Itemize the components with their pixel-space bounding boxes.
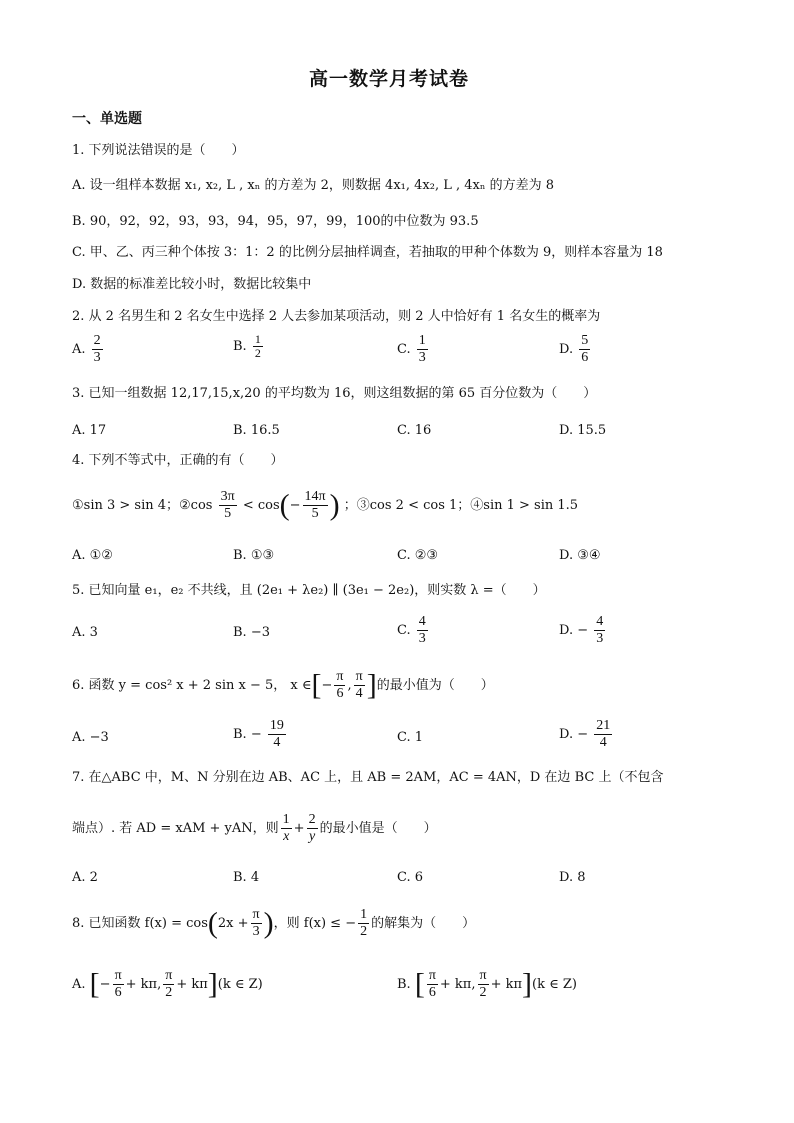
- stem-text: 2x +: [217, 916, 249, 931]
- denominator: 5: [311, 506, 319, 521]
- section-heading: 一、单选题: [72, 111, 142, 127]
- denominator: 6: [581, 350, 589, 365]
- option-b: B. −3: [233, 625, 270, 640]
- option-c: C. 1: [397, 730, 424, 745]
- option-a: A. ①②: [72, 548, 113, 563]
- question-stem: 4. 下列不等式中，正确的有（ ）: [72, 453, 284, 468]
- option-label: C.: [397, 623, 411, 638]
- option-label: B.: [233, 339, 247, 354]
- question-stem: 1. 下列说法错误的是（ ）: [72, 143, 245, 158]
- question-stem: 6. 函数 y = cos² x + 2 sin x − 5， x ∈[− $\frac{\pi}{6}$ , $\frac{\pi}{4}$ ]的最小值为（ ）: [72, 668, 494, 702]
- denominator: 3: [418, 350, 426, 365]
- stem-text: 的最小值是（ ）: [319, 821, 437, 836]
- denominator: 3: [93, 350, 101, 365]
- option-c: C. 甲、乙、丙三种个体按 3：1：2 的比例分层抽样调查，若抽取的甲种个体数为 9，则样本容量为 18: [72, 245, 663, 260]
- denominator: 2: [360, 924, 368, 939]
- option-b: B. ①③: [233, 548, 275, 563]
- term-text: + kπ,: [439, 977, 476, 992]
- option-c: [397, 333, 430, 366]
- option-d: D. 15.5: [559, 423, 607, 438]
- stem-text: 6. 函数 y = cos² x + 2 sin x − 5， x ∈: [72, 678, 312, 693]
- question-stem: [72, 906, 475, 942]
- fraction: [92, 333, 103, 366]
- right-paren: ): [329, 488, 340, 522]
- fraction: [334, 669, 345, 702]
- term-text: + kπ,: [125, 977, 162, 992]
- numerator: 19: [269, 718, 284, 733]
- denominator: 4: [599, 735, 607, 750]
- option-a: A. −3: [72, 730, 109, 745]
- denominator: 4: [355, 686, 363, 701]
- fraction: [268, 718, 286, 751]
- minus-sign: −: [99, 977, 111, 992]
- denominator: 6: [114, 985, 122, 1000]
- numerator: 2: [308, 812, 316, 827]
- denominator: 4: [273, 735, 281, 750]
- option-a: [72, 966, 263, 1004]
- fraction: [354, 669, 365, 702]
- option-b: B. 16.5: [233, 423, 280, 438]
- fraction: [358, 907, 369, 940]
- numerator: 1: [282, 812, 290, 827]
- numerator: 4: [596, 614, 604, 629]
- left-bracket: [: [311, 668, 322, 702]
- inequality-list: [72, 488, 578, 524]
- right-bracket: ]: [522, 967, 533, 1001]
- numerator: 4: [418, 614, 426, 629]
- numerator: 1: [418, 333, 426, 348]
- numerator: π: [114, 968, 122, 983]
- domain-note: (k ∈ Z): [532, 977, 577, 992]
- question-stem-line2: [72, 811, 437, 847]
- option-b: [233, 333, 265, 360]
- fraction: [579, 333, 590, 366]
- option-c: C. ②③: [397, 548, 439, 563]
- question-stem: 2. 从 2 名男生和 2 名女生中选择 2 人去参加某项活动，则 2 人中恰好有 1 名女生的概率为: [72, 309, 601, 324]
- fraction: [427, 968, 438, 1001]
- option-b: [233, 718, 288, 751]
- right-bracket: ]: [366, 668, 377, 702]
- inequality-text: < cos: [242, 498, 280, 513]
- fraction: [594, 614, 605, 647]
- option-b: B. 4: [233, 870, 260, 885]
- option-a: [72, 333, 105, 366]
- fraction: [594, 718, 612, 751]
- fraction: [219, 489, 237, 522]
- option-label: D.: [559, 342, 574, 357]
- option-a: A. 2: [72, 870, 98, 885]
- option-a: A. 设一组样本数据 x₁, x₂, L , xₙ 的方差为 2，则数据 4x₁, 4x₂, L , 4xₙ 的方差为 8: [72, 178, 555, 193]
- plus-sign: +: [293, 821, 305, 836]
- denominator: 6: [336, 686, 344, 701]
- stem-text: 端点）. 若 AD = xAM + yAN，则: [72, 821, 279, 836]
- denominator: 3: [418, 631, 426, 646]
- minus-sign: −: [289, 498, 301, 513]
- term-text: + kπ: [490, 977, 523, 992]
- fraction: [163, 968, 174, 1001]
- fraction: [307, 812, 318, 845]
- page-title: 高一数学月考试卷: [309, 68, 470, 90]
- numerator: π: [428, 968, 436, 983]
- question-stem-line1: 7. 在△ABC 中，M、N 分别在边 AB、AC 上，且 AB = 2AM，AC = 4AN，D 在边 BC 上（不包含: [72, 770, 664, 785]
- numerator: 1: [360, 907, 368, 922]
- numerator: 1: [254, 332, 261, 346]
- numerator: 5: [581, 333, 589, 348]
- denominator: 2: [165, 985, 173, 1000]
- numerator: π: [355, 669, 363, 684]
- inequality-text: ①sin 3 > sin 4；②cos: [72, 498, 213, 513]
- option-label: A.: [72, 977, 86, 992]
- left-paren: (: [279, 488, 290, 522]
- fraction: [417, 614, 428, 647]
- term-text: + kπ: [176, 977, 208, 992]
- denominator: x: [283, 829, 290, 844]
- numerator: 14π: [304, 489, 326, 504]
- option-d: D. 8: [559, 870, 586, 885]
- numerator: 21: [596, 718, 611, 733]
- minus-sign: −: [321, 678, 333, 693]
- option-d: [559, 614, 607, 647]
- fraction: [253, 333, 263, 360]
- denominator: 5: [224, 506, 232, 521]
- denominator: 2: [479, 985, 487, 1000]
- option-label: B.: [397, 977, 411, 992]
- stem-text: 的解集为（ ）: [371, 916, 476, 931]
- option-d: [559, 718, 614, 751]
- right-bracket: ]: [207, 967, 218, 1001]
- option-d: D. 数据的标准差比较小时，数据比较集中: [72, 277, 312, 292]
- question-stem: 5. 已知向量 e₁，e₂ 不共线，且 (2e₁ + λe₂) ∥ (3e₁ − 2e₂)，则实数 λ =（ ）: [72, 583, 546, 598]
- stem-text: 的最小值为（ ）: [376, 678, 494, 693]
- denominator: 6: [428, 985, 436, 1000]
- option-b: B. 90，92，92，93，93，94，95，97，99，100的中位数为 93.5: [72, 214, 479, 229]
- option-label: A.: [72, 342, 86, 357]
- numerator: 3π: [220, 489, 235, 504]
- denominator: y: [308, 829, 316, 844]
- left-paren: (: [207, 906, 218, 940]
- option-c: C. 6: [397, 870, 424, 885]
- denominator: 3: [596, 631, 604, 646]
- numerator: π: [479, 968, 487, 983]
- stem-text: 8. 已知函数 f(x) = cos: [72, 916, 208, 931]
- fraction: [113, 968, 124, 1001]
- right-paren: ): [263, 906, 274, 940]
- option-d: D. ③④: [559, 548, 601, 563]
- option-c: [397, 614, 430, 647]
- fraction: [303, 489, 328, 522]
- option-label: D. −: [559, 623, 589, 638]
- fraction: [478, 968, 489, 1001]
- numerator: π: [336, 669, 344, 684]
- numerator: π: [165, 968, 173, 983]
- question-stem: 3. 已知一组数据 12,17,15,x,20 的平均数为 16，则这组数据的第 65 百分位数为（ ）: [72, 386, 597, 401]
- left-bracket: [: [414, 967, 425, 1001]
- fraction: [281, 812, 292, 845]
- option-d: [559, 333, 592, 366]
- option-c: C. 16: [397, 423, 432, 438]
- option-a: A. 3: [72, 625, 98, 640]
- stem-text: ，则 f(x) ≤ −: [273, 916, 357, 931]
- option-label: D. −: [559, 727, 589, 742]
- domain-note: (k ∈ Z): [217, 977, 263, 992]
- option-label: B. −: [233, 727, 262, 742]
- numerator: π: [252, 907, 260, 922]
- inequality-text: ；③cos 2 < cos 1；④sin 1 > sin 1.5: [343, 498, 579, 513]
- numerator: 2: [93, 333, 101, 348]
- denominator: 3: [252, 924, 260, 939]
- fraction: [417, 333, 428, 366]
- option-a: A. 17: [72, 423, 107, 438]
- option-label: C.: [397, 342, 411, 357]
- option-b: [397, 966, 577, 1004]
- fraction: [251, 907, 262, 940]
- denominator: 2: [254, 346, 261, 360]
- left-bracket: [: [89, 967, 100, 1001]
